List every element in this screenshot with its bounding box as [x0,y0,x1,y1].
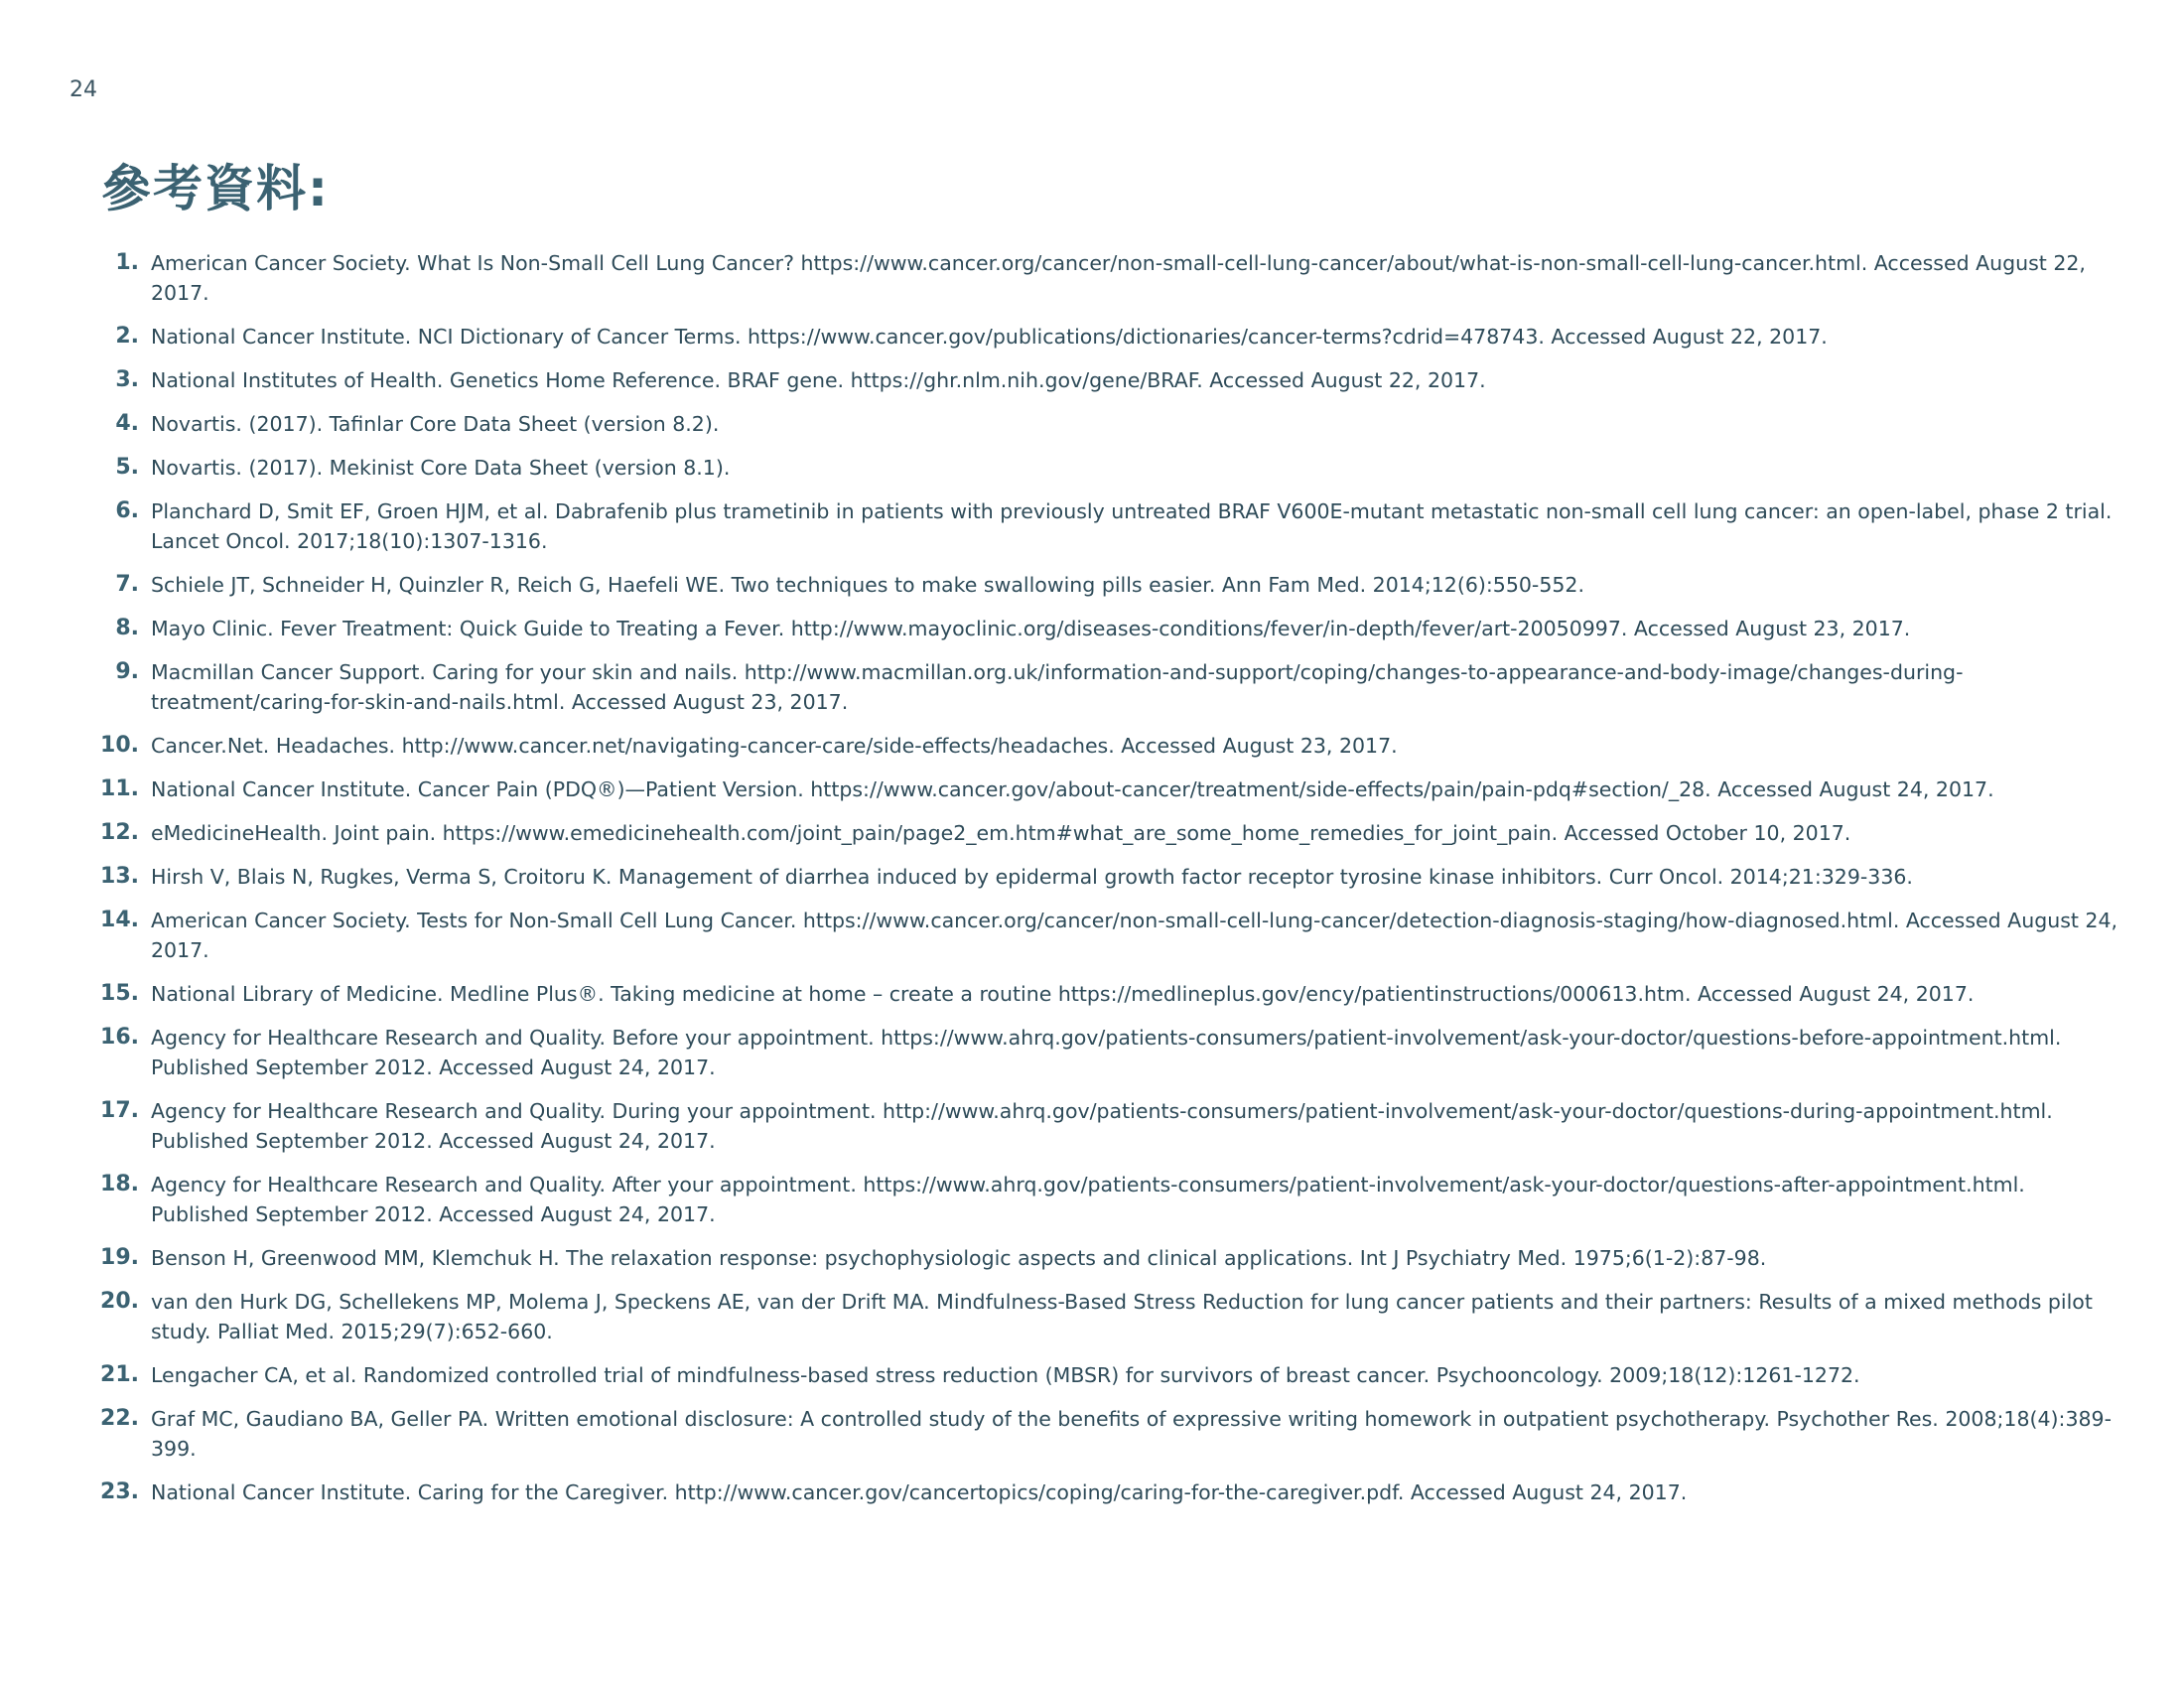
reference-text: van den Hurk DG, Schellekens MP, Molema J, Speckens AE, van der Drift MA. Mindfulness-Based Stress Reduction for lung cancer patients and their partners: Results of a mixed methods pilot study. Palliat Med. 2015;29(7):652-660. [151,1290,2093,1343]
reference-text: Mayo Clinic. Fever Treatment: Quick Guide to Treating a Fever. http://www.mayoclinic.org/diseases-conditions/fever/in-depth/fever/art-20050997. Accessed August 23, 2017. [151,617,1911,640]
reference-item [95,1287,2120,1346]
reference-text: Graf MC, Gaudiano BA, Geller PA. Written emotional disclosure: A controlled study of the benefits of expressive writing homework in outpatient psychotherapy. Psychother Res. 2008;18(4):389-399. [151,1407,2112,1461]
reference-item [95,657,2120,717]
reference-number: 20. [100,1289,139,1314]
reference-text: Agency for Healthcare Research and Quality. After your appointment. https://www.ahrq.gov/patients-consumers/patient-involvement/ask-your-doctor/questions-after-appointment.html. Published September 2012. Accessed August 24, 2017. [151,1173,2025,1226]
reference-text: National Cancer Institute. NCI Dictionary of Cancer Terms. https://www.cancer.gov/publications/dictionaries/cancer-terms?cdrid=478743. Accessed August 22, 2017. [151,325,1828,349]
reference-number: 9. [115,659,139,684]
reference-item [95,409,2120,439]
reference-number: 19. [100,1245,139,1270]
reference-text: American Cancer Society. What Is Non-Small Cell Lung Cancer? https://www.cancer.org/cancer/non-small-cell-lung-cancer/about/what-is-non-small-cell-lung-cancer.html. Accessed August 22, 2017. [151,251,2086,305]
reference-text: Cancer.Net. Headaches. http://www.cancer.net/navigating-cancer-care/side-effects/headaches. Accessed August 23, 2017. [151,734,1398,758]
reference-text: Hirsh V, Blais N, Rugkes, Verma S, Croitoru K. Management of diarrhea induced by epidermal growth factor receptor tyrosine kinase inhibitors. Curr Oncol. 2014;21:329-336. [151,865,1913,889]
reference-item [95,979,2120,1009]
reference-item [95,248,2120,308]
reference-number: 16. [100,1025,139,1050]
reference-text: Lengacher CA, et al. Randomized controlled trial of mindfulness-based stress reduction (MBSR) for survivors of breast cancer. Psychooncology. 2009;18(12):1261-1272. [151,1363,1860,1387]
reference-item [95,774,2120,804]
reference-item [95,1477,2120,1507]
reference-item [95,731,2120,761]
reference-text: National Institutes of Health. Genetics Home Reference. BRAF gene. https://ghr.nlm.nih.gov/gene/BRAF. Accessed August 22, 2017. [151,368,1486,392]
reference-text: Planchard D, Smit EF, Groen HJM, et al. Dabrafenib plus trametinib in patients with previously untreated BRAF V600E-mutant metastatic non-small cell lung cancer: an open-label, phase 2 trial. Lancet Oncol. 2017;18(10):1307-1316. [151,499,2113,553]
reference-text: Benson H, Greenwood MM, Klemchuk H. The relaxation response: psychophysiologic aspects and clinical applications. Int J Psychiatry Med. 1975;6(1-2):87-98. [151,1246,1767,1270]
reference-text: Novartis. (2017). Mekinist Core Data Sheet (version 8.1). [151,456,731,480]
reference-item [95,1360,2120,1390]
reference-number: 14. [100,908,139,932]
reference-number: 23. [100,1479,139,1504]
page-number: 24 [69,77,97,102]
page-title: 參考資料: [101,160,330,217]
reference-item [95,862,2120,892]
reference-number: 5. [115,455,139,480]
reference-list [95,248,2120,1521]
reference-item [95,365,2120,395]
reference-item [95,818,2120,848]
reference-text: Macmillan Cancer Support. Caring for your skin and nails. http://www.macmillan.org.uk/information-and-support/coping/changes-to-appearance-and-body-image/changes-during-treatment/caring-for-skin-and-nails.html. Accessed August 23, 2017. [151,660,1964,714]
reference-text: eMedicineHealth. Joint pain. https://www.emedicinehealth.com/joint_pain/page2_em.htm#what_are_some_home_remedies_for_joint_pain. Accessed October 10, 2017. [151,821,1851,845]
reference-number: 10. [100,733,139,758]
reference-number: 18. [100,1172,139,1196]
reference-item [95,1023,2120,1082]
reference-number: 15. [100,981,139,1006]
reference-number: 17. [100,1098,139,1123]
reference-number: 7. [115,572,139,597]
reference-item [95,322,2120,352]
reference-item [95,906,2120,965]
reference-item [95,453,2120,483]
reference-item [95,496,2120,556]
reference-text: Agency for Healthcare Research and Quality. Before your appointment. https://www.ahrq.gov/patients-consumers/patient-involvement/ask-your-doctor/questions-before-appointment.html. Published September 2012. Accessed August 24, 2017. [151,1026,2062,1079]
reference-text: Schiele JT, Schneider H, Quinzler R, Reich G, Haefeli WE. Two techniques to make swallowing pills easier. Ann Fam Med. 2014;12(6):550-552. [151,573,1584,597]
reference-number: 8. [115,616,139,640]
reference-number: 22. [100,1406,139,1431]
reference-text: American Cancer Society. Tests for Non-Small Cell Lung Cancer. https://www.cancer.org/cancer/non-small-cell-lung-cancer/detection-diagnosis-staging/how-diagnosed.html. Accessed August 24, 2017. [151,909,2118,962]
reference-number: 2. [115,324,139,349]
reference-text: Agency for Healthcare Research and Quality. During your appointment. http://www.ahrq.gov/patients-consumers/patient-involvement/ask-your-doctor/questions-during-appointment.html. Published September 2012. Accessed August 24, 2017. [151,1099,2053,1153]
reference-number: 21. [100,1362,139,1387]
reference-text: National Cancer Institute. Caring for the Caregiver. http://www.cancer.gov/cancertopics/coping/caring-for-the-caregiver.pdf. Accessed August 24, 2017. [151,1480,1688,1504]
reference-number: 3. [115,367,139,392]
reference-text: National Cancer Institute. Cancer Pain (PDQ®)—Patient Version. https://www.cancer.gov/about-cancer/treatment/side-effects/pain/pain-pdq#section/_28. Accessed August 24, 2017. [151,777,1994,801]
reference-number: 13. [100,864,139,889]
reference-number: 6. [115,498,139,523]
reference-number: 12. [100,820,139,845]
reference-item [95,1243,2120,1273]
reference-item [95,1404,2120,1464]
reference-item [95,570,2120,600]
reference-text: Novartis. (2017). Tafinlar Core Data Sheet (version 8.2). [151,412,720,436]
reference-number: 11. [100,776,139,801]
reference-number: 1. [115,250,139,275]
reference-item [95,1096,2120,1156]
reference-item [95,614,2120,643]
reference-number: 4. [115,411,139,436]
reference-item [95,1170,2120,1229]
reference-text: National Library of Medicine. Medline Plus®. Taking medicine at home – create a routine https://medlineplus.gov/ency/patientinstructions/000613.htm. Accessed August 24, 2017. [151,982,1975,1006]
